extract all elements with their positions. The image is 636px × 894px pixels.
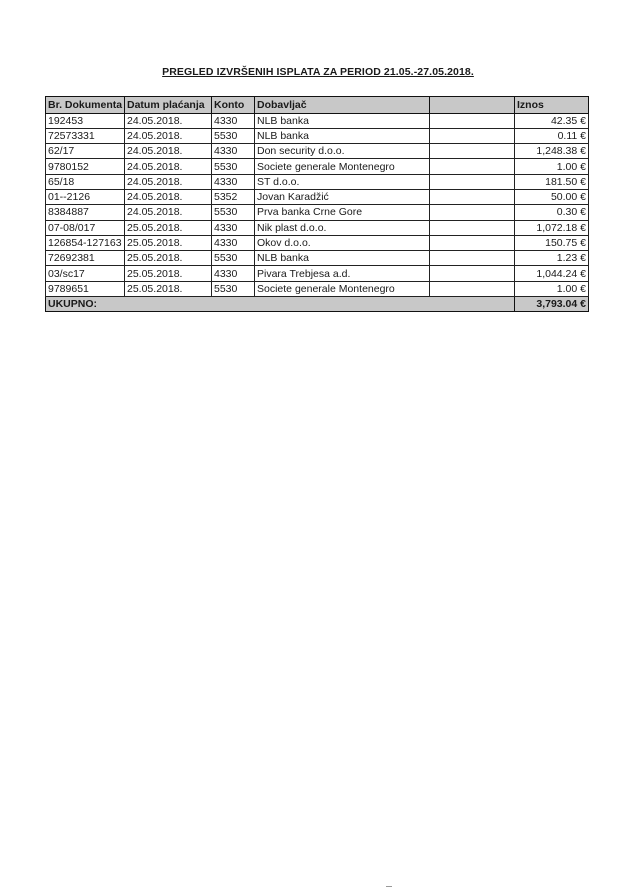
table-body (46, 113, 589, 297)
cell-payment-date: 25.05.2018. (125, 251, 212, 266)
cell-amount: 0.11 € (515, 128, 589, 143)
cell-blank (430, 174, 515, 189)
table-row (46, 220, 589, 235)
cell-payment-date: 24.05.2018. (125, 113, 212, 128)
cell-blank (430, 220, 515, 235)
cell-amount: 50.00 € (515, 189, 589, 204)
cell-konto: 5530 (212, 251, 255, 266)
cell-amount: 1.00 € (515, 281, 589, 296)
cell-amount: 1,072.18 € (515, 220, 589, 235)
cell-document: 9780152 (46, 159, 125, 174)
cell-payment-date: 24.05.2018. (125, 144, 212, 159)
table-row (46, 205, 589, 220)
cell-konto: 5530 (212, 281, 255, 296)
table-row (46, 113, 589, 128)
cell-blank (430, 128, 515, 143)
table-row (46, 174, 589, 189)
cell-document: 72573331 (46, 128, 125, 143)
total-row (46, 297, 589, 312)
cell-payment-date: 24.05.2018. (125, 205, 212, 220)
cell-payment-date: 24.05.2018. (125, 174, 212, 189)
cell-konto: 5530 (212, 205, 255, 220)
cell-document: 65/18 (46, 174, 125, 189)
cell-payment-date: 24.05.2018. (125, 128, 212, 143)
cell-blank (430, 189, 515, 204)
cell-konto: 4330 (212, 144, 255, 159)
cell-amount: 181.50 € (515, 174, 589, 189)
cell-amount: 1,248.38 € (515, 144, 589, 159)
cell-blank (430, 205, 515, 220)
cell-document: 126854-127163 (46, 235, 125, 250)
payments-table (45, 96, 589, 312)
table-row (46, 235, 589, 250)
table-row (46, 251, 589, 266)
cell-blank (430, 159, 515, 174)
cell-payment-date: 25.05.2018. (125, 266, 212, 281)
cell-konto: 5530 (212, 128, 255, 143)
cell-blank (430, 235, 515, 250)
total-label: UKUPNO: (46, 297, 515, 312)
cell-supplier: Don security d.o.o. (255, 144, 430, 159)
cell-konto: 5352 (212, 189, 255, 204)
cell-amount: 1.00 € (515, 159, 589, 174)
cell-konto: 4330 (212, 220, 255, 235)
column-header-konto: Konto (212, 97, 255, 114)
cell-supplier: Societe generale Montenegro (255, 159, 430, 174)
cell-payment-date: 25.05.2018. (125, 235, 212, 250)
cell-payment-date: 24.05.2018. (125, 159, 212, 174)
table-row (46, 144, 589, 159)
cell-blank (430, 266, 515, 281)
cell-supplier: NLB banka (255, 251, 430, 266)
cell-supplier: NLB banka (255, 128, 430, 143)
cell-blank (430, 251, 515, 266)
cell-supplier: Pivara Trebjesa a.d. (255, 266, 430, 281)
cell-document: 01--2126 (46, 189, 125, 204)
cell-document: 192453 (46, 113, 125, 128)
cell-payment-date: 25.05.2018. (125, 281, 212, 296)
cell-amount: 42.35 € (515, 113, 589, 128)
cell-document: 72692381 (46, 251, 125, 266)
cell-supplier: ST d.o.o. (255, 174, 430, 189)
table-row (46, 266, 589, 281)
column-header-supplier: Dobavljač (255, 97, 430, 114)
cell-supplier: Societe generale Montenegro (255, 281, 430, 296)
report-title: PREGLED IZVRŠENIH ISPLATA ZA PERIOD 21.05.-27.05.2018. (162, 66, 474, 78)
column-header-blank (430, 97, 515, 114)
column-header-amount: Iznos (515, 97, 589, 114)
cell-amount: 0.30 € (515, 205, 589, 220)
cell-blank (430, 113, 515, 128)
table-row (46, 128, 589, 143)
cell-document: 03/sc17 (46, 266, 125, 281)
column-header-document: Br. Dokumenta (46, 97, 125, 114)
cell-blank (430, 281, 515, 296)
total-amount: 3,793.04 € (515, 297, 589, 312)
cell-supplier: Jovan Karadžić (255, 189, 430, 204)
cell-konto: 4330 (212, 266, 255, 281)
cell-amount: 1.23 € (515, 251, 589, 266)
table-row (46, 189, 589, 204)
cell-payment-date: 25.05.2018. (125, 220, 212, 235)
cell-document: 9789651 (46, 281, 125, 296)
column-header-payment-date: Datum plaćanja (125, 97, 212, 114)
cell-document: 07-08/017 (46, 220, 125, 235)
page-mark (386, 886, 392, 887)
cell-supplier: NLB banka (255, 113, 430, 128)
cell-payment-date: 24.05.2018. (125, 189, 212, 204)
cell-konto: 4330 (212, 235, 255, 250)
cell-konto: 4330 (212, 113, 255, 128)
cell-document: 8384887 (46, 205, 125, 220)
cell-blank (430, 144, 515, 159)
cell-supplier: Nik plast d.o.o. (255, 220, 430, 235)
table-row (46, 159, 589, 174)
cell-konto: 4330 (212, 174, 255, 189)
cell-amount: 1,044.24 € (515, 266, 589, 281)
cell-supplier: Prva banka Crne Gore (255, 205, 430, 220)
table-row (46, 281, 589, 296)
cell-supplier: Okov d.o.o. (255, 235, 430, 250)
cell-konto: 5530 (212, 159, 255, 174)
cell-amount: 150.75 € (515, 235, 589, 250)
cell-document: 62/17 (46, 144, 125, 159)
table-header-row (46, 97, 589, 114)
